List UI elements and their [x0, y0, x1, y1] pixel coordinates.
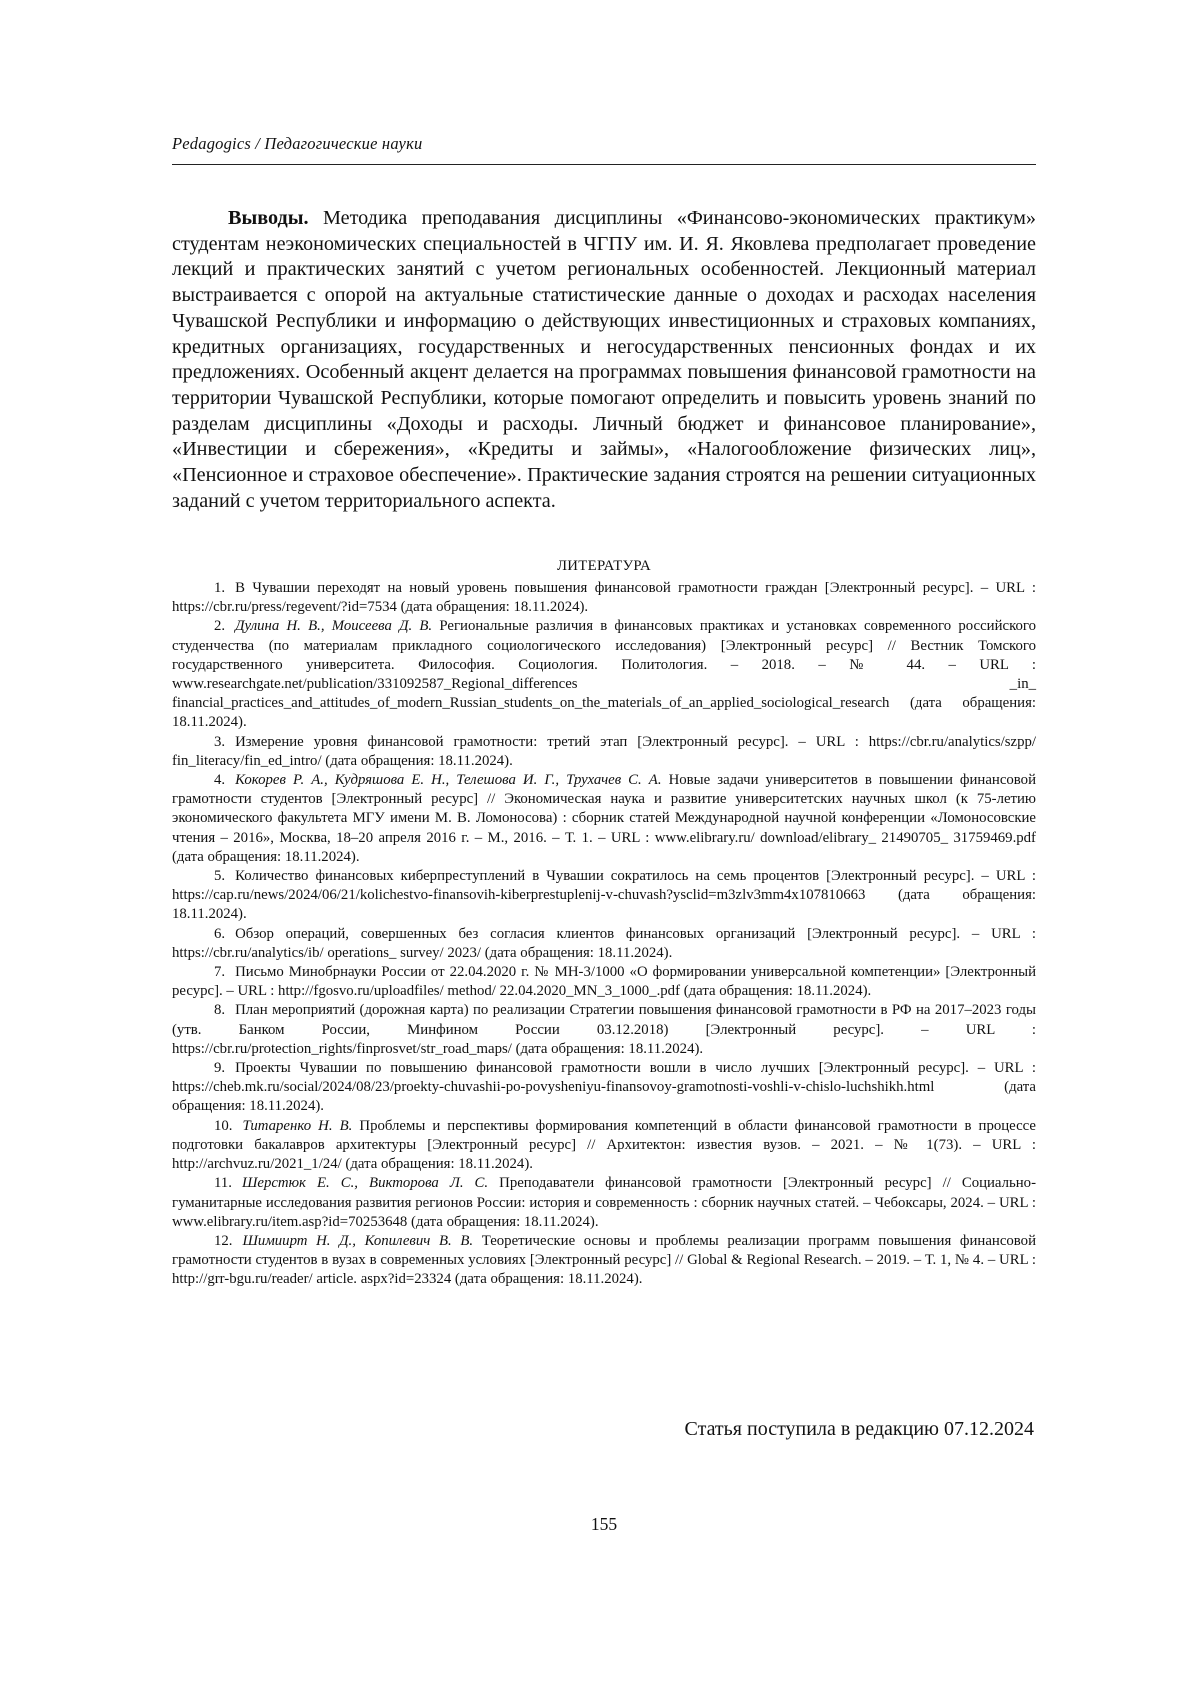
reference-number: 10.	[214, 1117, 233, 1134]
reference-number: 4.	[214, 772, 226, 789]
reference-authors: Шерстюк Е. С., Викторова Л. С.	[241, 1175, 489, 1192]
reference-authors: Кокорев Р. А., Кудряшова Е. Н., Телешова И. Г., Трухачев С. А.	[235, 772, 662, 789]
reference-text: Преподаватели финансовой грамотности [Электронный ресурс] // Социально-гуманитарные исследования развития регионов России: история и современность : сборник научных статей. – Чебоксары, 2024. – URL : www.elibrary.ru/item.asp?id=70253648 (дата обращения: 18.11.2024).	[172, 1175, 1037, 1230]
reference-number: 2.	[214, 618, 226, 635]
reference-number: 7.	[214, 964, 226, 981]
reference-text: Количество финансовых киберпреступлений в Чувашии сократилось на семь процентов [Электронный ресурс]. – URL : https://cap.ru/news/2024/06/21/kolichestvo-finansovih-kiberprestuplenij-v-chuvash?ysclid=m3zlv3mm4x107810663 (дата обращения: 18.11.2024).	[172, 868, 1036, 923]
reference-number: 8.	[214, 1002, 226, 1019]
reference-authors: Дулина Н. В., Моисеева Д. В.	[235, 618, 433, 635]
conclusion-lead: Выводы.	[228, 207, 309, 229]
reference-text: Проекты Чувашии по повышению финансовой грамотности вошли в число лучших [Электронный ресурс]. – URL : https://cheb.mk.ru/social/2024/08/23/proekty-chuvashii-po-povysheniyu-finansovoy-gramotnosti-voshli-v-chislo-luchshikh.html (дата обращения: 18.11.2024).	[172, 1060, 1036, 1115]
reference-list	[172, 579, 1036, 1290]
reference-text: В Чувашии переходят на новый уровень повышения финансовой грамотности граждан [Электронный ресурс]. – URL : https://cbr.ru/press/regevent/?id=7534 (дата обращения: 18.11.2024).	[172, 580, 1036, 616]
header-divider	[172, 164, 1036, 165]
reference-item	[172, 1117, 1036, 1175]
running-header: Pedagogics / Педагогические науки	[172, 134, 423, 153]
reference-text: Обзор операций, совершенных без согласия клиентов финансовых организаций [Электронный ресурс]. – URL : https://cbr.ru/analytics/ib/ operations_ survey/ 2023/ (дата обращения: 18.11.2024).	[172, 925, 1036, 961]
reference-item	[172, 1174, 1036, 1232]
reference-item	[172, 925, 1036, 963]
reference-item	[172, 963, 1036, 1001]
reference-item	[172, 867, 1036, 925]
conclusion-paragraph	[172, 206, 1036, 514]
reference-authors: Титаренко Н. В.	[242, 1117, 353, 1134]
reference-number: 12.	[214, 1232, 233, 1249]
reference-number: 9.	[214, 1060, 226, 1077]
literature-heading: ЛИТЕРАТУРА	[556, 558, 652, 574]
reference-text: Региональные различия в финансовых практиках и установках современного российского студенчества (по материалам прикладного социологического исследования) [Электронный ресурс] // Вестник Томского государственного университета. Философия. Социология. Политология. – 2018. – № 44. – URL : www.researchgate.net/publication/331092587_Regional_differences _in_ financial_practices_and_attitudes_of_modern_Russian_students_on_the_materials_of_an_applied_sociological_research (дата обращения: 18.11.2024).	[172, 618, 1037, 731]
reference-authors: Шимиирт Н. Д., Копилевич В. В.	[242, 1232, 474, 1249]
reference-item	[172, 771, 1036, 867]
reference-text: Новые задачи университетов в повышении финансовой грамотности студентов [Электронный ресурс] // Экономическая наука и развитие университетских научных школ (к 75-летию экономического факультета МГУ имени М. В. Ломоносова) : сборник статей Международной научной конференции «Ломоносовские чтения – 2016», Москва, 18–20 апреля 2016 г. – М., 2016. – Т. 1. – URL : www.elibrary.ru/ download/elibrary_ 21490705_ 31759469.pdf (дата обращения: 18.11.2024).	[172, 772, 1036, 865]
reference-text: Проблемы и перспективы формирования компетенций в области финансовой грамотности в процессе подготовки бакалавров архитектуры [Электронный ресурс] // Архитектон: известия вузов. – 2021. – № 1(73). – URL : http://archvuz.ru/2021_1/24/ (дата обращения: 18.11.2024).	[172, 1117, 1036, 1173]
received-date-note: Статья поступила в редакцию 07.12.2024	[684, 1418, 1034, 1440]
reference-item	[172, 579, 1036, 617]
reference-number: 5.	[214, 868, 226, 885]
reference-item	[172, 1232, 1036, 1290]
reference-item	[172, 617, 1036, 732]
reference-item	[172, 1001, 1036, 1059]
reference-number: 6.	[214, 925, 226, 942]
reference-item	[172, 733, 1036, 771]
reference-item	[172, 1059, 1036, 1117]
reference-text: Теоретические основы и проблемы реализации программ повышения финансовой грамотности студентов в вузах в современных условиях [Электронный ресурс] // Global & Regional Research. – 2019. – Т. 1, № 4. – URL : http://grr-bgu.ru/reader/ article. aspx?id=23324 (дата обращения: 18.11.2024).	[172, 1232, 1036, 1288]
reference-number: 11.	[214, 1175, 232, 1192]
reference-text: Измерение уровня финансовой грамотности: третий этап [Электронный ресурс]. – URL : https://cbr.ru/analytics/szpp/ fin_literacy/fin_ed_intro/ (дата обращения: 18.11.2024).	[172, 733, 1036, 769]
page-number: 155	[590, 1514, 618, 1534]
reference-number: 1.	[214, 580, 226, 596]
reference-text: План мероприятий (дорожная карта) по реализации Стратегии повышения финансовой грамотности в РФ на 2017–2023 годы (утв. Банком России, Минфином России 03.12.2018) [Электронный ресурс]. – URL : https://cbr.ru/protection_rights/finprosvet/str_road_maps/ (дата обращения: 18.11.2024).	[172, 1002, 1036, 1057]
reference-text: Письмо Минобрнауки России от 22.04.2020 г. № МН-3/1000 «О формировании универсальной компетенции» [Электронный ресурс]. – URL : http://fgosvo.ru/uploadfiles/ method/ 22.04.2020_MN_3_1000_.pdf (дата обращения: 18.11.2024).	[172, 964, 1036, 1000]
reference-number: 3.	[214, 733, 226, 750]
conclusion-text: Методика преподавания дисциплины «Финансово-экономических практикум» студентам неэкономических специальностей в ЧГПУ им. И. Я. Яковлева предполагает проведение лекций и практических занятий с учетом региональных особенностей. Лекционный материал выстраивается с опорой на актуальные статистические данные о доходах и расходах населения Чувашской Республики и информацию о действующих инвестиционных и страховых компаниях, кредитных организациях, государственных и негосударственных пенсионных фондах и их предложениях. Особенный акцент делается на программах повышения финансовой грамотности на территории Чувашской Республики, которые помогают определить и повысить уровень знаний по разделам дисциплины «Доходы и расходы. Личный бюджет и финансовое планирование», «Инвестиции и сбережения», «Кредиты и займы», «Налогообложение физических лиц», «Пенсионное и страховое обеспечение». Практические задания строятся на решении ситуационных заданий с учетом территориального аспекта.	[172, 207, 1036, 512]
